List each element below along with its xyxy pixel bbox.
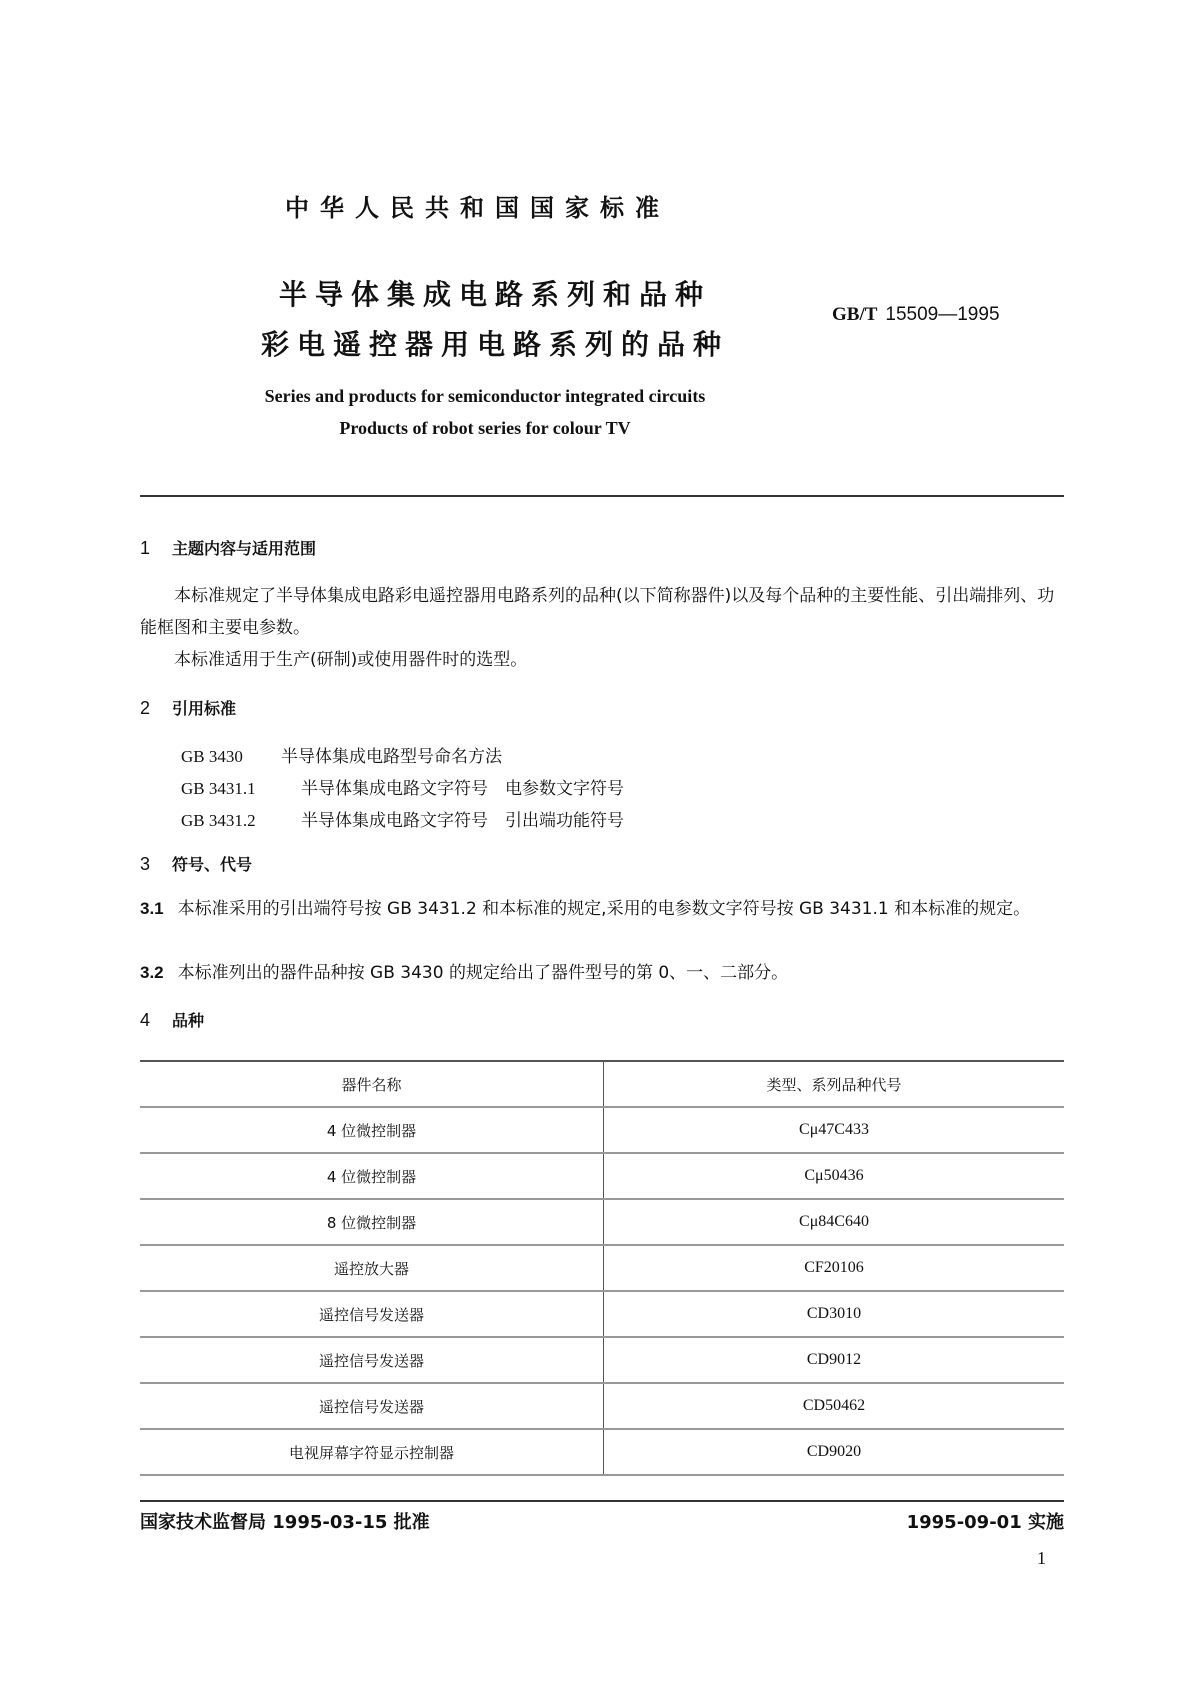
reference-code: GB 3431.2 — [181, 811, 256, 830]
reference-title: 半导体集成电路文字符号 引出端功能符号 — [301, 811, 624, 831]
type-code-cell: CD9012 — [604, 1337, 1065, 1383]
standard-code: 15509—1995 — [885, 304, 1000, 325]
standard-prefix: GB/T — [832, 304, 878, 325]
clause-3-1 — [140, 893, 1064, 925]
section-title: 符号、代号 — [172, 855, 253, 874]
table-row — [140, 1153, 1064, 1199]
section-number: 1 — [140, 538, 151, 558]
type-code-cell: Cμ50436 — [604, 1153, 1065, 1199]
title-line-2: 彩电遥控器用电路系列的品种 — [260, 328, 729, 361]
standard-number — [832, 303, 1000, 326]
table-row — [140, 1337, 1064, 1383]
reference-item — [181, 806, 624, 831]
document-title — [180, 270, 810, 370]
reference-item — [181, 742, 502, 767]
type-code-cell: CD9020 — [604, 1429, 1065, 1475]
type-code-cell: CD3010 — [604, 1291, 1065, 1337]
page-number: 1 — [1037, 1548, 1046, 1568]
implementation-date: 1995-09-01 实施 — [906, 1512, 1064, 1533]
device-name-cell: 遥控放大器 — [140, 1245, 604, 1291]
device-name-cell: 8 位微控制器 — [140, 1199, 604, 1245]
section-title: 引用标准 — [172, 699, 237, 718]
approval-date: 国家技术监督局 1995-03-15 批准 — [140, 1512, 430, 1533]
table-row — [140, 1383, 1064, 1429]
type-code-cell: Cμ84C640 — [604, 1199, 1065, 1245]
products-table — [140, 1060, 1064, 1476]
english-title-line-2: Products of robot series for colour TV — [339, 418, 631, 438]
type-code-cell: Cμ47C433 — [604, 1107, 1065, 1153]
type-code-cell: CF20106 — [604, 1245, 1065, 1291]
device-name-cell: 遥控信号发送器 — [140, 1337, 604, 1383]
clause-number: 3.1 — [140, 899, 164, 918]
section-number: 4 — [140, 1010, 151, 1030]
section-1-paragraph-1: 本标准规定了半导体集成电路彩电遥控器用电路系列的品种(以下简称器件)以及每个品种的主要性能、引出端排列、功能框图和主要电参数。 — [140, 586, 1055, 638]
section-title: 品种 — [172, 1011, 205, 1030]
type-code-cell: CD50462 — [604, 1383, 1065, 1429]
device-name-cell: 遥控信号发送器 — [140, 1383, 604, 1429]
clause-3-2 — [140, 957, 1064, 989]
device-name-cell: 4 位微控制器 — [140, 1153, 604, 1199]
english-title-line-1: Series and products for semiconductor integrated circuits — [264, 386, 706, 406]
table-row — [140, 1429, 1064, 1475]
reference-item — [181, 774, 624, 799]
footer-divider — [140, 1500, 1064, 1502]
section-number: 3 — [140, 854, 151, 874]
clause-text: 本标准列出的器件品种按 GB 3430 的规定给出了器件型号的第 0、一、二部分。 — [177, 963, 789, 983]
section-2-heading — [140, 696, 236, 719]
reference-code: GB 3430 — [181, 747, 243, 766]
table-row — [140, 1107, 1064, 1153]
reference-title: 半导体集成电路文字符号 电参数文字符号 — [301, 779, 624, 799]
device-name-cell: 电视屏幕字符显示控制器 — [140, 1429, 604, 1475]
title-line-1: 半导体集成电路系列和品种 — [278, 278, 711, 311]
section-number: 2 — [140, 698, 151, 718]
clause-text: 本标准采用的引出端符号按 GB 3431.2 和本标准的规定,采用的电参数文字符号按 GB 3431.1 和本标准的规定。 — [177, 899, 1031, 919]
section-1-heading — [140, 536, 316, 559]
table-header-row — [140, 1061, 1064, 1107]
english-title — [180, 380, 790, 444]
table-row — [140, 1245, 1064, 1291]
national-standard-label: 中华人民共和国国家标准 — [285, 194, 670, 222]
table-row — [140, 1199, 1064, 1245]
reference-code: GB 3431.1 — [181, 779, 256, 798]
section-4-heading — [140, 1008, 204, 1031]
section-3-heading — [140, 852, 252, 875]
header-divider — [140, 495, 1064, 497]
column-header-type-code: 类型、系列品种代号 — [604, 1061, 1065, 1107]
clause-number: 3.2 — [140, 963, 164, 982]
reference-title: 半导体集成电路型号命名方法 — [281, 747, 502, 767]
column-header-device-name: 器件名称 — [140, 1061, 604, 1107]
device-name-cell: 遥控信号发送器 — [140, 1291, 604, 1337]
section-title: 主题内容与适用范围 — [172, 539, 317, 558]
device-name-cell: 4 位微控制器 — [140, 1107, 604, 1153]
table-row — [140, 1291, 1064, 1337]
section-1-paragraph-2: 本标准适用于生产(研制)或使用器件时的选型。 — [174, 650, 528, 670]
